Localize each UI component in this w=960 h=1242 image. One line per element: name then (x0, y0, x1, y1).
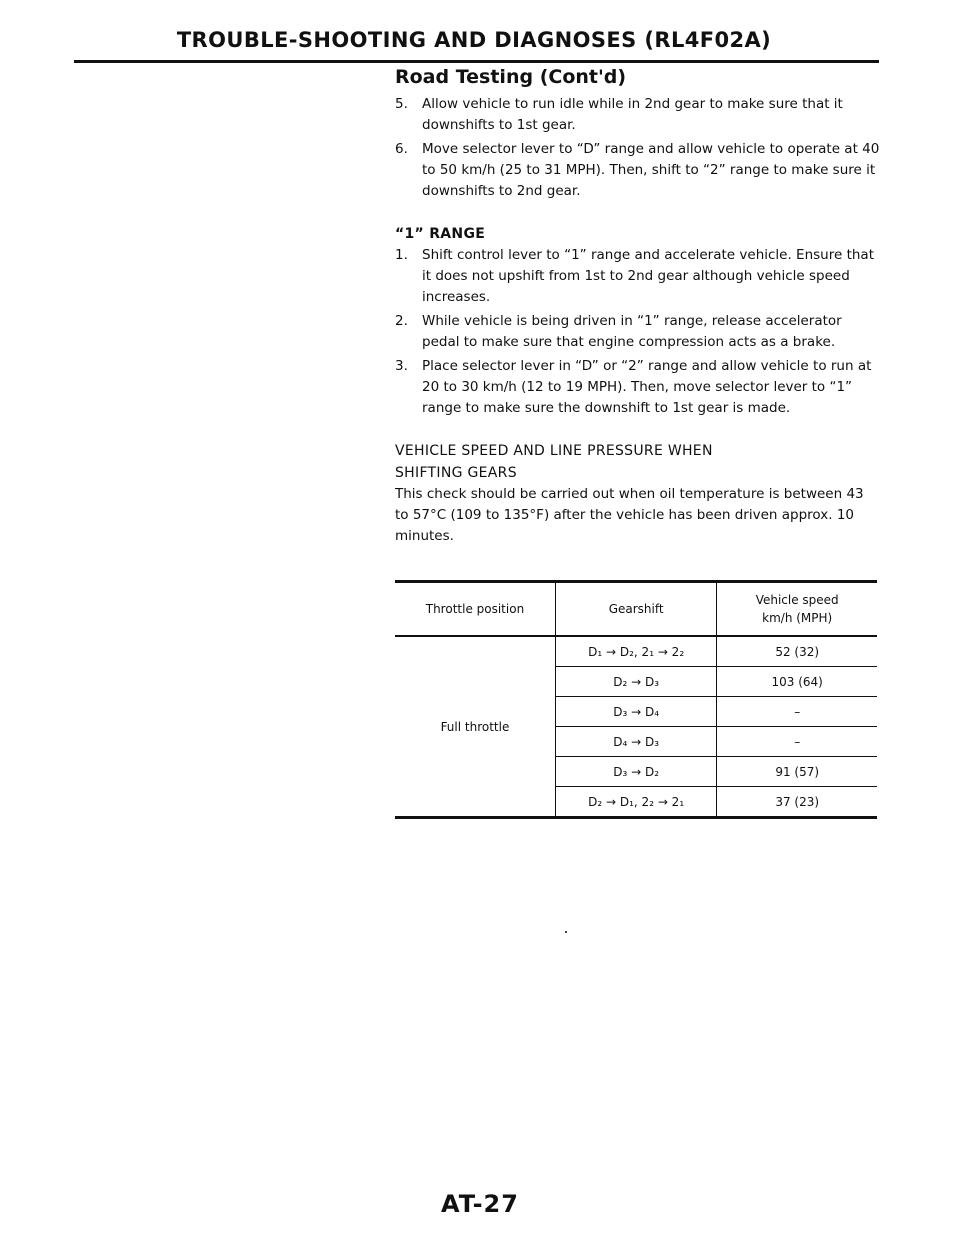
item-text: Place selector lever in “D” or “2” range and allow vehicle to run at 20 to 30 km/h (12 to 19 MPH). Then, move selector lever to “1” range to make sure the downshift to 1st gear is made. (422, 358, 872, 416)
header-throttle: Throttle position (395, 582, 555, 637)
item-text: While vehicle is being driven in “1” range, release accelerator pedal to make sure that engine compression acts as a brake. (422, 313, 842, 350)
speed-cell: – (717, 727, 877, 757)
header-rule (74, 60, 879, 63)
range-title: “1” RANGE (395, 226, 486, 242)
item-number: 2. (395, 313, 408, 329)
gearshift-cell: D₄ → D₃ (555, 727, 716, 757)
page-number: AT-27 (441, 1190, 519, 1218)
list-item (395, 311, 880, 353)
speed-section-title: VEHICLE SPEED AND LINE PRESSURE WHEN (395, 443, 713, 459)
speed-cell: – (717, 697, 877, 727)
header-speed (717, 582, 877, 637)
list-item (395, 139, 880, 202)
speed-cell: 52 (32) (717, 636, 877, 667)
scan-speck (565, 931, 567, 933)
gearshift-cell: D₂ → D₃ (555, 667, 716, 697)
page-header: TROUBLE-SHOOTING AND DIAGNOSES (RL4F02A) (176, 28, 772, 52)
gearshift-cell: D₂ → D₁, 2₂ → 2₁ (555, 787, 716, 818)
speed-section-title-cont: SHIFTING GEARS (395, 465, 517, 481)
section-title: Road Testing (Cont'd) (395, 66, 627, 88)
item-number: 6. (395, 141, 408, 157)
item-number: 1. (395, 247, 408, 263)
item-text: Allow vehicle to run idle while in 2nd gear to make sure that it downshifts to 1st gear. (422, 96, 843, 133)
speed-cell: 37 (23) (775, 794, 820, 809)
gearshift-cell: D₃ → D₂ (555, 757, 716, 787)
header-speed-line1: Vehicle speed (755, 593, 839, 607)
header-speed-line2: km/h (MPH) (762, 611, 833, 625)
gearshift-cell: D₃ → D₄ (555, 697, 716, 727)
item-text: Move selector lever to “D” range and allow vehicle to operate at 40 to 50 km/h (25 to 31 MPH). Then, shift to “2” range to make sure it downshifts to 2nd gear. (422, 141, 880, 199)
shift-speed-table (395, 580, 877, 819)
main-content (395, 66, 880, 547)
item-text: Shift control lever to “1” range and accelerate vehicle. Ensure that it does not upshift from 1st to 2nd gear although vehicle speed increases. (422, 247, 874, 305)
throttle-cell: Full throttle (440, 719, 510, 734)
gearshift-cell: D₁ → D₂, 2₁ → 2₂ (555, 636, 716, 667)
table-row (395, 636, 877, 667)
list-item (395, 356, 880, 419)
header-gearshift: Gearshift (555, 582, 716, 637)
list-item (395, 94, 880, 136)
item-number: 5. (395, 96, 408, 112)
item-number: 3. (395, 358, 408, 374)
speed-section-text: This check should be carried out when oil temperature is between 43 to 57°C (109 to 135°F) after the vehicle has been driven approx. 10 minutes. (395, 486, 864, 544)
speed-cell: 103 (64) (717, 667, 877, 697)
speed-cell: 91 (57) (717, 757, 877, 787)
list-item (395, 245, 880, 308)
table-header-row (395, 582, 877, 637)
